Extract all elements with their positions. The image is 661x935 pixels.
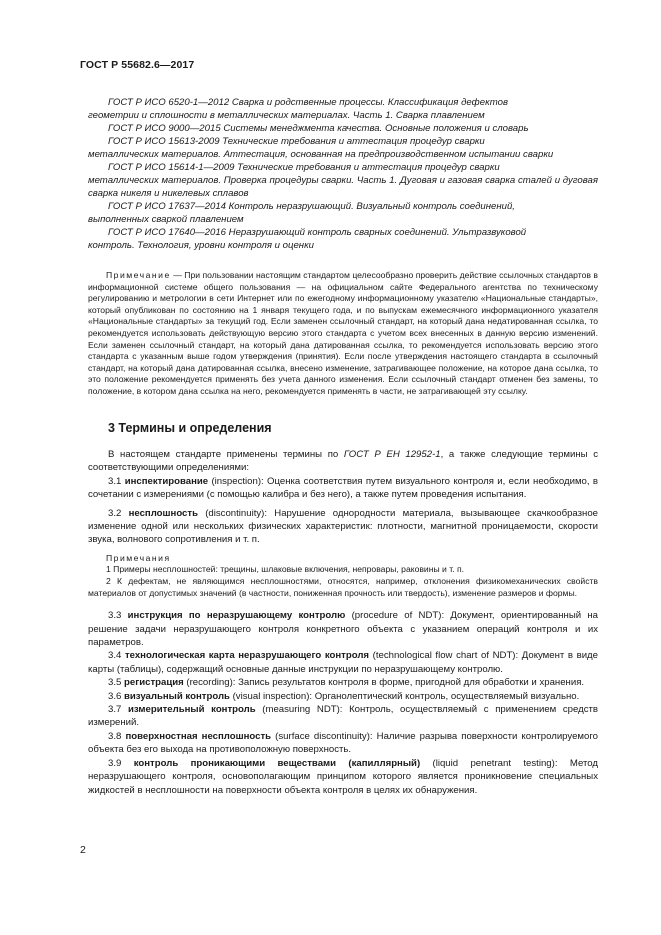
document-header: ГОСТ Р 55682.6—2017 [80, 59, 195, 71]
term-3-8 [88, 730, 598, 757]
term-number: 3.3 [108, 610, 122, 622]
reference-item [108, 122, 598, 135]
term-3-5 [88, 676, 598, 689]
reference-item [88, 96, 598, 122]
references-list [88, 96, 598, 252]
term-3-1 [88, 475, 598, 502]
term-name: технологическая карта неразрушающего контроля [124, 650, 370, 662]
term-name: инструкция по неразрушающему контролю [127, 610, 346, 622]
term-definition: (surface discontinuity): Наличие разрыва поверхности контролируемого объекта без его выхода на противоположную поверхность. [88, 730, 598, 756]
term-3-3 [88, 609, 598, 649]
term-name: поверхностная несплошность [125, 730, 272, 742]
term-3-7 [88, 703, 598, 730]
reference-text-cont: геометрии и сплошности в металлических материалах. Часть 1. Сварка плавлением [88, 110, 485, 121]
reference-text: ГОСТ Р ИСО 17637—2014 Контроль неразрушающий. Визуальный контроль соединений, [108, 201, 515, 212]
term-definition: (recording): Запись результатов контроля в форме, пригодной для обработки и хранения. [183, 677, 585, 689]
reference-item [88, 200, 598, 226]
reference-text-cont: металлических материалов. Аттестация, основанная на предпроизводственном испытании сварки [88, 149, 554, 160]
note-item: 2 К дефектам, не являющимся несплошностями, относятся, например, отклонения физикомеханических свойств материалов от допустимых значений (в частности, пониженная прочность или твердость), изменение размеров и формы. [88, 576, 598, 598]
reference-text: ГОСТ Р ИСО 17640—2016 Неразрушающий контроль сварных соединений. Ультразвуковой [108, 227, 527, 238]
note-text: — При пользовании настоящим стандартом целесообразно проверить действие ссылочных стандартов в информационной системе общего пользования — на официальном сайте Федерального агентства по техническому регулированию и метрологии в сети Интернет или по ежегодному информационному указателю «Национальные стандарты», который опубликован по состоянию на 1 января текущего года, и по выпускам ежемесячного информационного указателя «Национальные стандарты» за текущий год. Если заменен ссылочный стандарт, на который дана недатированная ссылка, то рекомендуется использовать действующую версию этого стандарта с учетом всех внесенных в данную версию изменений. Если заменен ссылочный стандарт, на который дана датированная ссылка, то рекомендуется использовать версию этого стандарта с указанным выше годом утверждения (принятия). Если после утверждения настоящего стандарта в ссылочный стандарт, на который дана датированная ссылка, внесено изменение, затрагивающее положение, на которое дана ссылка, то это положение рекомендуется применять без учета данного изменения. Если ссылочный стандарт отменен без замены, то положение, в котором дана ссылка на него, рекомендуется применять в части, не затрагивающей эту ссылку. [88, 270, 598, 396]
reference-text-cont: контроль. Технология, уровни контроля и оценки [88, 240, 314, 251]
note-item: 1 Примеры несплошностей: трещины, шлаковые включения, непровары, раковины и т. п. [106, 564, 465, 575]
reference-item [88, 226, 598, 252]
term-number: 3.7 [108, 704, 122, 716]
term-definition: (liquid penetrant testing): Метод неразрушающего контроля, основополагающим принципом которого является проникновение специальных жидкостей в несплошности на поверхности объекта контроля в целях их обнаружения. [88, 757, 598, 796]
section-intro [88, 448, 598, 475]
reference-text-cont: металлических материалов. Проверка процедуры сварки. Часть 1. Дуговая и газовая сварка сталей и дуговая сварка никеля и никелевых сплавов [88, 175, 598, 199]
term-3-2 [88, 507, 598, 547]
reference-text-cont: выполненных сваркой плавлением [88, 214, 244, 225]
term-definition: (discontinuity): Нарушение однородности материала, вызывающее скачкообразное изменение одной или нескольких физических характеристик: плотности, магнитной проницаемости, скорости звука, волнового сопротивления и т. п. [88, 507, 598, 546]
term-name: измерительный контроль [127, 704, 256, 716]
reference-text: ГОСТ Р ИСО 15613-2009 Технические требования и аттестация процедур сварки [108, 136, 485, 147]
term-definition: (inspection): Оценка соответствия путем визуального контроля и, если необходимо, в сочетании с измерениями (с помощью калибра и без него), а также путем проведения испытания. [88, 475, 598, 501]
term-number: 3.5 [108, 677, 122, 689]
reference-text: ГОСТ Р ИСО 6520-1—2012 Сварка и родственные процессы. Классификация дефектов [108, 97, 508, 108]
term-number: 3.6 [108, 690, 122, 702]
term-name: контроль проникающими веществами (капиллярный) [133, 757, 421, 769]
reference-item [88, 161, 598, 200]
reference-text: ГОСТ Р ИСО 15614-1—2009 Технические требования и аттестация процедур сварки [108, 162, 500, 173]
intro-text-end: , а также следующие термины с соответствующими определениями: [88, 449, 598, 474]
term-3-4 [88, 649, 598, 676]
term-number: 3.2 [108, 507, 122, 519]
section-title: 3 Термины и определения [108, 421, 272, 435]
term-notes [88, 553, 598, 599]
reference-text: ГОСТ Р ИСО 9000—2015 Системы менеджмента качества. Основные положения и словарь [108, 123, 529, 134]
term-name: визуальный контроль [124, 690, 230, 702]
note-label: Примечание [106, 270, 171, 280]
page-number: 2 [80, 844, 86, 856]
notes-label: Примечания [106, 552, 171, 563]
reference-item [88, 135, 598, 161]
term-number: 3.9 [108, 757, 122, 769]
term-name: несплошность [128, 507, 198, 519]
term-3-9 [88, 757, 598, 797]
intro-reference: ГОСТ Р ЕН 12952-1 [343, 449, 441, 460]
term-definition: (measuring NDT): Контроль, осуществляемый с применением средств измерений. [88, 704, 599, 729]
term-name: регистрация [124, 677, 184, 689]
term-number: 3.4 [108, 650, 122, 662]
term-definition: (technological flow chart of NDT): Документ в виде карты (таблицы), содержащий основные данные инструкции по неразрушающему контролю. [88, 650, 598, 675]
term-number: 3.8 [108, 730, 122, 742]
term-definition: (visual inspection): Органолептический контроль, осуществляемый визуально. [229, 690, 580, 702]
term-definition: (procedure of NDT): Документ, ориентированный на решение задачи неразрушающего контроля конкретного объекта с указанием операций контроля и их параметров. [88, 610, 598, 649]
term-3-6 [88, 690, 598, 703]
term-name: инспектирование [124, 475, 209, 487]
term-number: 3.1 [108, 475, 122, 487]
intro-text: В настоящем стандарте применены термины по [108, 449, 344, 460]
section-body [88, 448, 598, 797]
reference-note [88, 270, 598, 398]
